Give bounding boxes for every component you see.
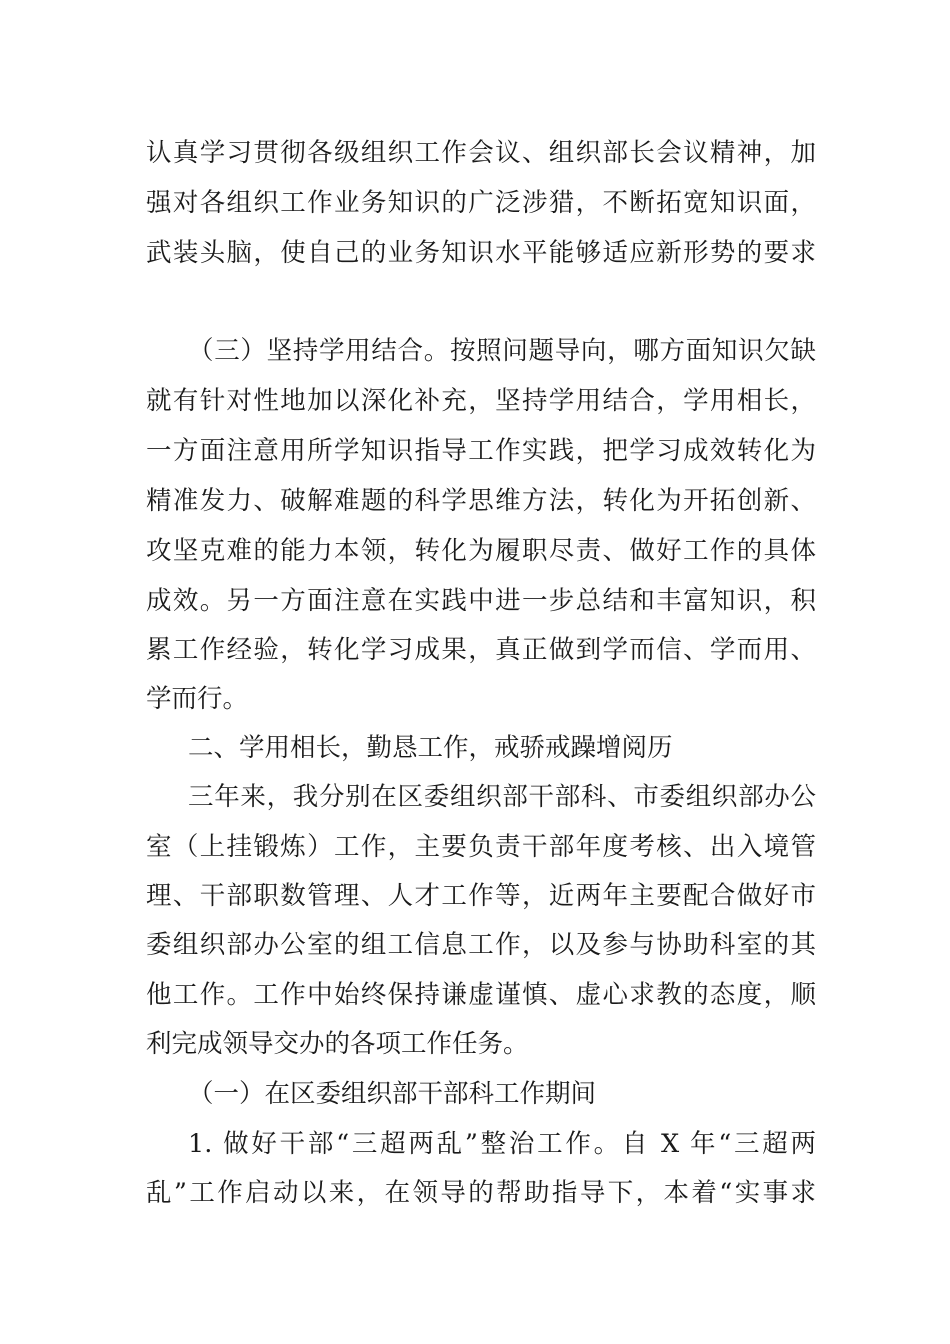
paragraph-line: 1. 做好干部“三超两乱”整治工作。自 X 年“三超两 [188,1129,816,1159]
paragraph-line: 累工作经验，转化学习成果，真正做到学而信、学而用、 [146,635,816,665]
paragraph-line: 成效。另一方面注意在实践中进一步总结和丰富知识，积 [146,586,816,616]
subsection-heading: （一）在区委组织部干部科工作期间 [188,1079,597,1109]
paragraph-line: 一方面注意用所学知识指导工作实践，把学习成效转化为 [146,436,816,466]
paragraph-line: 三年来，我分别在区委组织部干部科、市委组织部办公 [188,782,816,812]
paragraph-line: 攻坚克难的能力本领，转化为履职尽责、做好工作的具体 [146,536,816,566]
paragraph-line: 精准发力、破解难题的科学思维方法，转化为开拓创新、 [146,486,816,516]
paragraph-line: 武装头脑，使自己的业务知识水平能够适应新形势的要求 [146,238,816,268]
paragraph-line: 理、干部职数管理、人才工作等，近两年主要配合做好市 [146,881,816,911]
paragraph-line: 室（上挂锻炼）工作，主要负责干部年度考核、出入境管 [146,832,816,862]
paragraph-line: （三）坚持学用结合。按照问题导向，哪方面知识欠缺 [188,336,816,366]
paragraph-line: 认真学习贯彻各级组织工作会议、组织部长会议精神，加 [146,138,816,168]
paragraph-line: 乱”工作启动以来，在领导的帮助指导下，本着“实事求 [146,1178,816,1208]
paragraph-line: 委组织部办公室的组工信息工作，以及参与协助科室的其 [146,930,816,960]
paragraph-line: 他工作。工作中始终保持谦虚谨慎、虚心求教的态度，顺 [146,980,816,1010]
paragraph-line: 利完成领导交办的各项工作任务。 [146,1029,529,1059]
paragraph-line: 强对各组织工作业务知识的广泛涉猎，不断拓宽知识面， [146,188,816,218]
paragraph-line: 学而行。 [146,684,249,714]
section-heading: 二、学用相长，勤恳工作，戒骄戒躁增阅历 [188,733,673,763]
paragraph-line: 就有针对性地加以深化补充，坚持学用结合，学用相长， [146,386,816,416]
